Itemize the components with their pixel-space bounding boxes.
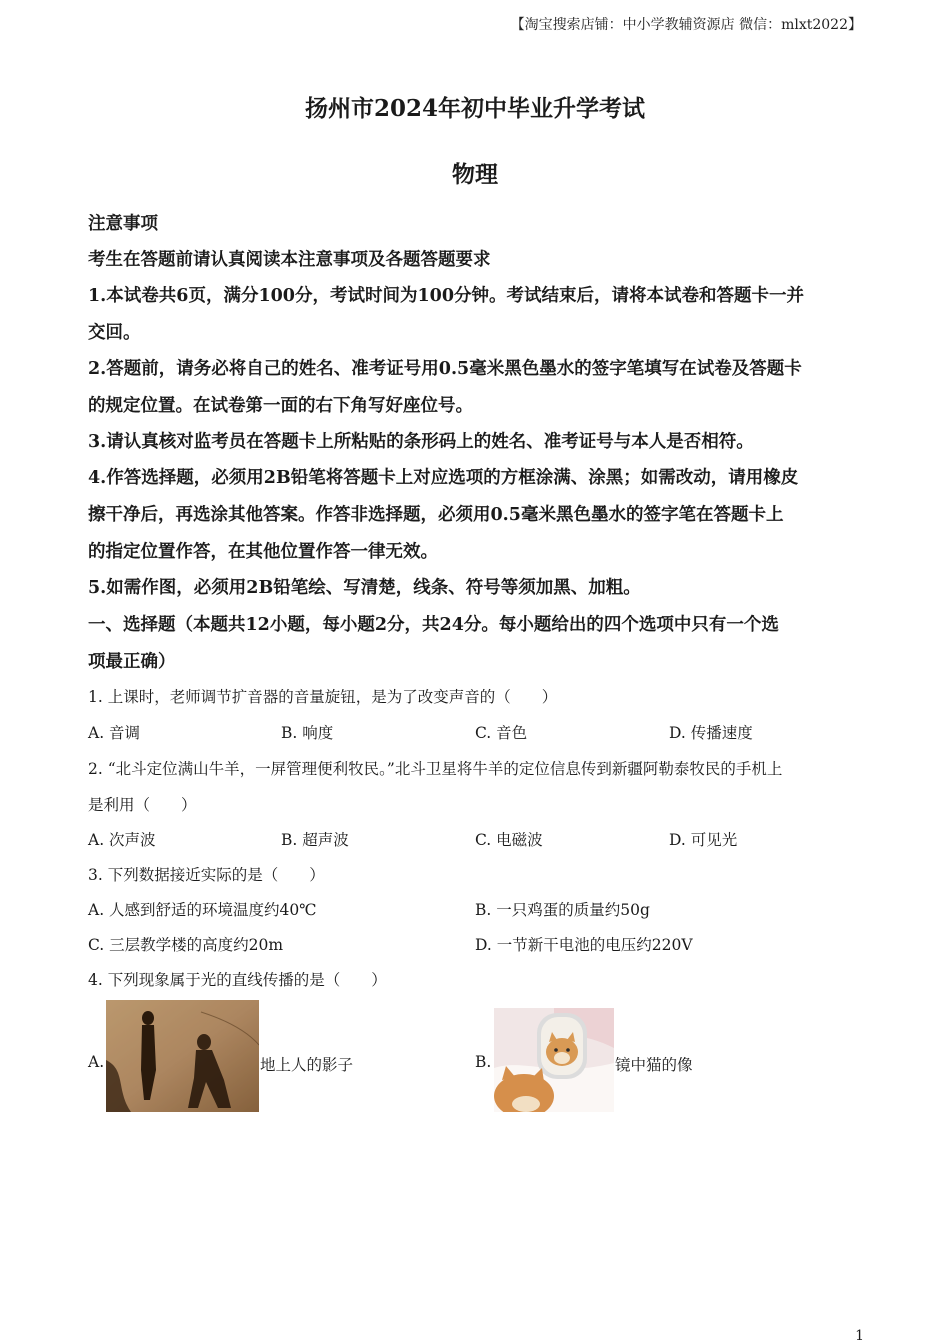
- notice-line: 交回。: [88, 323, 141, 343]
- cat-mirror-image: [494, 1008, 614, 1112]
- q1-option-c[interactable]: C. 音色: [475, 724, 528, 742]
- q1-option-a[interactable]: A. 音调: [88, 724, 141, 742]
- notice-line: 3.请认真核对监考员在答题卡上所粘贴的条形码上的姓名、准考证号与本人是否相符。: [88, 432, 754, 452]
- cat-mirror-photo: [494, 1008, 614, 1112]
- question-1-stem: 1. 上课时，老师调节扩音器的音量旋钮，是为了改变声音的（ ）: [88, 688, 558, 706]
- subject-title: 物理: [452, 161, 498, 188]
- q4-option-b-text[interactable]: 镜中猫的像: [615, 1056, 693, 1074]
- q4-option-a-letter[interactable]: A.: [88, 1053, 105, 1071]
- notice-line: 2.答题前，请务必将自己的姓名、准考证号用0.5毫米黑色墨水的签字笔填写在试卷及答题卡: [88, 359, 802, 379]
- notice-heading: 注意事项: [88, 214, 158, 234]
- q2-option-c[interactable]: C. 电磁波: [475, 831, 543, 849]
- notice-line: 1.本试卷共6页，满分100分，考试时间为100分钟。考试结束后，请将本试卷和答题卡一并: [88, 286, 805, 306]
- q3-option-a[interactable]: A. 人感到舒适的环境温度约40℃: [88, 901, 317, 919]
- q1-option-b[interactable]: B. 响度: [281, 724, 334, 742]
- section-heading-cont: 项最正确）: [88, 652, 176, 672]
- section-heading: 一、选择题（本题共12小题，每小题2分，共24分。每小题给出的四个选项中只有一个选: [88, 615, 779, 635]
- question-3-stem: 3. 下列数据接近实际的是（ ）: [88, 866, 325, 884]
- question-2-stem: 2. “北斗定位满山牛羊，一屏管理便利牧民。”北斗卫星将牛羊的定位信息传到新疆阿勒泰牧民的手机上: [88, 760, 783, 778]
- question-2-stem-cont: 是利用（ ）: [88, 796, 197, 814]
- notice-line: 的指定位置作答，在其他位置作答一律无效。: [88, 542, 438, 562]
- q2-option-d[interactable]: D. 可见光: [669, 831, 738, 849]
- q2-option-a[interactable]: A. 次声波: [88, 831, 156, 849]
- q1-option-d[interactable]: D. 传播速度: [669, 724, 753, 742]
- notice-line: 5.如需作图，必须用2B铅笔绘、写清楚，线条、符号等须加黑、加粗。: [88, 578, 641, 598]
- q3-option-c[interactable]: C. 三层教学楼的高度约20m: [88, 936, 284, 954]
- shadow-photo-image: [106, 1000, 259, 1112]
- q4-option-a-text[interactable]: 地上人的影子: [260, 1056, 354, 1074]
- q3-option-d[interactable]: D. 一节新干电池的电压约220V: [475, 936, 693, 954]
- notice-intro: 考生在答题前请认真阅读本注意事项及各题答题要求: [88, 250, 491, 270]
- shadow-photo: [106, 1000, 259, 1112]
- header-note: 【淘宝搜索店铺：中小学教辅资源店 微信：mlxt2022】: [510, 17, 862, 33]
- notice-line: 擦干净后，再选涂其他答案。作答非选择题，必须用0.5毫米黑色墨水的签字笔在答题卡上: [88, 505, 784, 525]
- page-number: 1: [855, 1328, 864, 1344]
- notice-line: 4.作答选择题，必须用2B铅笔将答题卡上对应选项的方框涂满、涂黑；如需改动，请用橡皮: [88, 468, 799, 488]
- q4-option-b-letter[interactable]: B.: [475, 1053, 492, 1071]
- q2-option-b[interactable]: B. 超声波: [281, 831, 349, 849]
- notice-line: 的规定位置。在试卷第一面的右下角写好座位号。: [88, 396, 473, 416]
- q3-option-b[interactable]: B. 一只鸡蛋的质量约50g: [475, 901, 650, 919]
- exam-title: 扬州市2024年初中毕业升学考试: [304, 95, 645, 122]
- question-4-stem: 4. 下列现象属于光的直线传播的是（ ）: [88, 971, 387, 989]
